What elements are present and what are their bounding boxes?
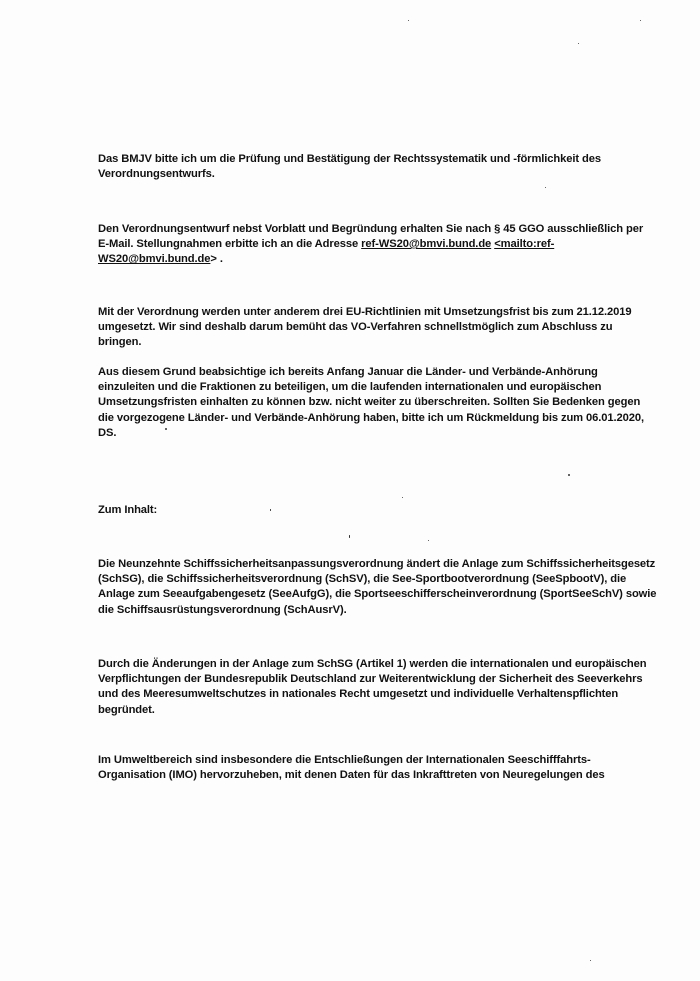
paragraph-regulation-scope xyxy=(98,557,657,618)
text-line: Verordnungsentwurfs. xyxy=(98,168,215,181)
section-heading-contents xyxy=(98,503,618,518)
text-line: Organisation (IMO) hervorzuheben, mit denen Daten für das Inkrafttreten von Neuregelungen des xyxy=(98,769,605,782)
text-line: Mit der Verordnung werden unter anderem drei EU-Richtlinien mit Umsetzungsfrist bis zum 21.12.2019 xyxy=(98,306,632,318)
scan-speck xyxy=(640,20,641,21)
email-link[interactable]: ref-WS20@bmvi.bund.de xyxy=(361,238,492,251)
mailto-link-end[interactable]: WS20@bmvi.bund.de xyxy=(98,253,211,266)
text-line: Umsetzungsfristen einhalten zu können bzw. nicht weiter zu überschreiten. Sollten Sie Bedenken gegen xyxy=(98,396,641,409)
paragraph-review-request xyxy=(98,152,618,182)
scan-speck xyxy=(590,960,591,961)
mailto-link-start[interactable]: <mailto:ref- xyxy=(494,238,555,251)
text-line: Im Umweltbereich sind insbesondere die Entschließungen der Internationalen Seeschifffahrts- xyxy=(98,754,591,766)
text-line: (SchSG), die Schiffssicherheitsverordnung (SchSV), die See-Sportbootverordnung (SeeSpbootV), die xyxy=(98,573,627,586)
text-line: die vorgezogene Länder- und Verbände-Anhörung haben, bitte ich um Rückmeldung bis zum 06.01.2020, xyxy=(98,411,645,424)
scan-speck xyxy=(349,535,350,538)
scan-speck xyxy=(545,187,546,188)
scan-speck xyxy=(578,43,579,44)
scan-speck xyxy=(270,509,271,511)
text-line: umgesetzt. Wir sind deshalb darum bemüht das VO-Verfahren schnellstmöglich zum Abschluss zu xyxy=(98,321,613,334)
scan-speck xyxy=(568,474,570,476)
text-line: begründet. xyxy=(98,703,155,716)
text-line: Anlage zum Seeaufgabengesetz (SeeAufgG), die Sportseeschifferscheinverordnung (SportSeeSchV) sowie xyxy=(98,588,657,601)
text-line: Aus diesem Grund beabsichtige ich bereits Anfang Januar die Länder- und Verbände-Anhörung xyxy=(98,366,598,378)
paragraph-email-instructions xyxy=(98,222,644,268)
text-line: Die Neunzehnte Schiffssicherheitsanpassungsverordnung ändert die Anlage zum Schiffssicherheitsgesetz xyxy=(98,558,656,570)
text-line: Den Verordnungsentwurf nebst Vorblatt und Begründung erhalten Sie nach § 45 GGO ausschließlich per xyxy=(98,223,644,235)
scan-speck xyxy=(428,540,429,541)
text-line xyxy=(98,237,618,252)
text-line: Das BMJV bitte ich um die Prüfung und Bestätigung der Rechtssystematik und -förmlichkeit des xyxy=(98,153,602,165)
text-line xyxy=(98,252,618,267)
scan-speck xyxy=(402,497,403,498)
text-fragment: > . xyxy=(210,253,223,266)
text-line: Zum Inhalt: xyxy=(98,504,158,516)
paragraph-environment xyxy=(98,753,618,783)
scan-speck xyxy=(408,20,409,21)
text-line: DS. xyxy=(98,426,117,439)
paragraph-eu-directives xyxy=(98,305,632,351)
text-line: Verpflichtungen der Bundesrepublik Deutschland zur Weiterentwicklung der Sicherheit des Seeverkehrs xyxy=(98,673,643,686)
scan-speck xyxy=(165,428,167,430)
text-fragment: E-Mail. Stellungnahmen erbitte ich an die Adresse xyxy=(98,238,362,251)
text-line: Durch die Änderungen in der Anlage zum SchSG (Artikel 1) werden die internationalen und europäischen xyxy=(98,658,647,670)
paragraph-article-one xyxy=(98,657,647,718)
paragraph-hearing-schedule xyxy=(98,365,645,441)
text-line: und des Meeresumweltschutzes in nationales Recht umgesetzt und individuelle Verhaltenspflichten xyxy=(98,688,619,701)
text-line: einzuleiten und die Fraktionen zu beteiligen, um die laufenden internationalen und europäischen xyxy=(98,381,602,394)
text-line: die Schiffsausrüstungsverordnung (SchAusrV). xyxy=(98,603,347,616)
text-line: bringen. xyxy=(98,336,142,349)
